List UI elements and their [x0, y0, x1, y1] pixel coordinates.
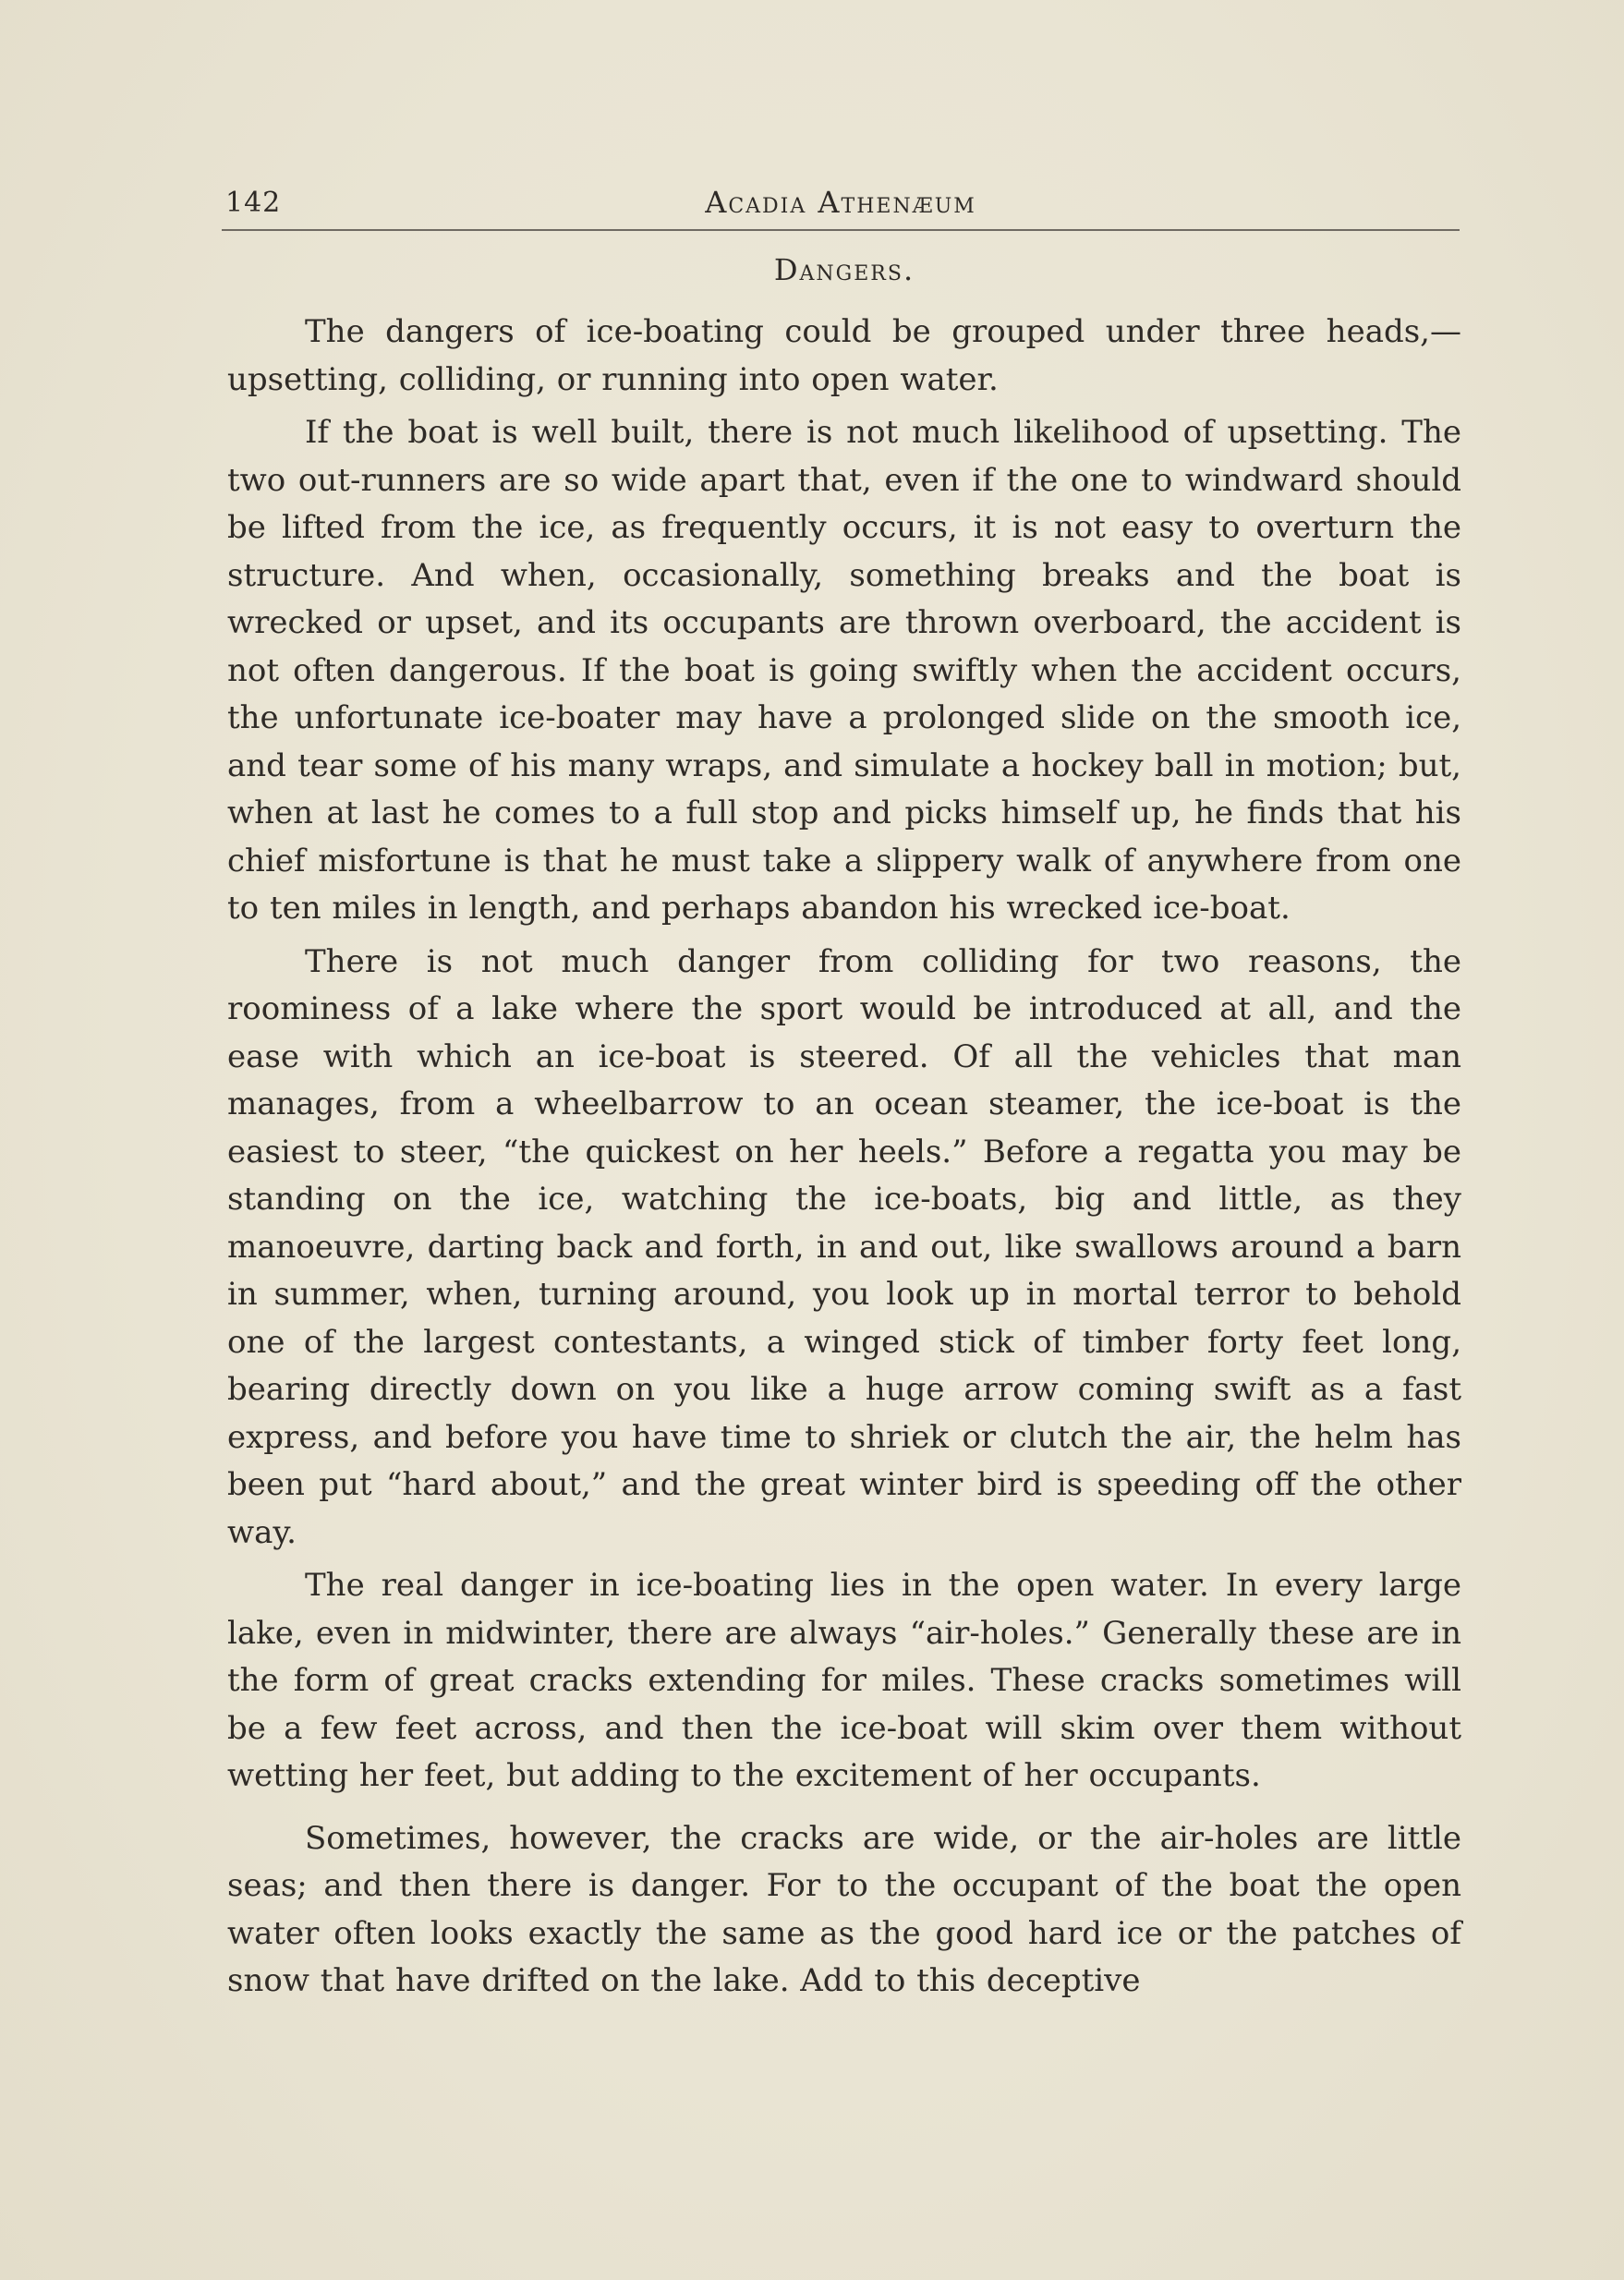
page-number: 142 — [225, 187, 282, 219]
paragraph-intro: The dangers of ice-boating could be grouped under three heads,— upsetting, colliding, or running into open water. — [227, 313, 1461, 398]
paragraph-open-water: The real danger in ice-boating lies in the open water. In every large lake, even in midwinter, there are always “air-holes.” Generally these are in the form of great cracks extending for miles. These cracks sometimes will be a few feet across, and then the ice-boat will skim over them without wetting her feet, but adding to the excitement of her occupants. — [227, 1567, 1461, 1794]
paragraph-upsetting: If the boat is well built, there is not much likelihood of upsetting. The two out-runners are so wide apart that, even if the one to windward should be lifted from the ice, as frequently occurs, it is not easy to overturn the structure. And when, occasionally, something breaks and the boat is wrecked or upset, and its occupants are thrown overboard, the accident is not often dangerous. If the boat is going swiftly when the accident occurs, the unfortunate ice-boater may have a prolonged slide on the smooth ice, and tear some of his many wraps, and simulate a hockey ball in motion; but, when at last he comes to a full stop and picks himself up, he finds that his chief misfortune is that he must take a slippery walk of anywhere from one to ten miles in length, and perhaps abandon his wrecked ice-boat. — [227, 414, 1461, 927]
section-title: Dangers. — [773, 252, 915, 287]
page-body — [227, 251, 1461, 2011]
paragraph-wide-cracks: Sometimes, however, the cracks are wide, or the air-holes are little seas; and then there is danger. For to the occupant of the boat the open water often looks exactly the same as the good hard ice or the patches of snow that have drifted on the lake. Add to this deceptive — [227, 1819, 1461, 1999]
paragraph-colliding: There is not much danger from colliding for two reasons, the roominess of a lake where the sport would be introduced at all, and the ease with which an ice-boat is steered. Of all the vehicles that man manages, from a wheelbarrow to an ocean steamer, the ice-boat is the easiest to steer, “the quickest on her heels.” Before a regatta you may be standing on the ice, watching the ice-boats, big and little, as they manoeuvre, darting back and forth, in and out, like swallows around a barn in summer, when, turning around, you look up in mortal terror to behold one of the largest contestants, a winged stick of timber forty feet long, bearing directly down on you like a huge arrow coming swift as a fast express, and before you have time to shriek or clutch the air, the helm has been put “hard about,” and the great winter bird is speeding off the other way. — [227, 942, 1461, 1551]
page-header — [222, 185, 1460, 231]
running-title: Acadia Athenæum — [705, 185, 976, 220]
